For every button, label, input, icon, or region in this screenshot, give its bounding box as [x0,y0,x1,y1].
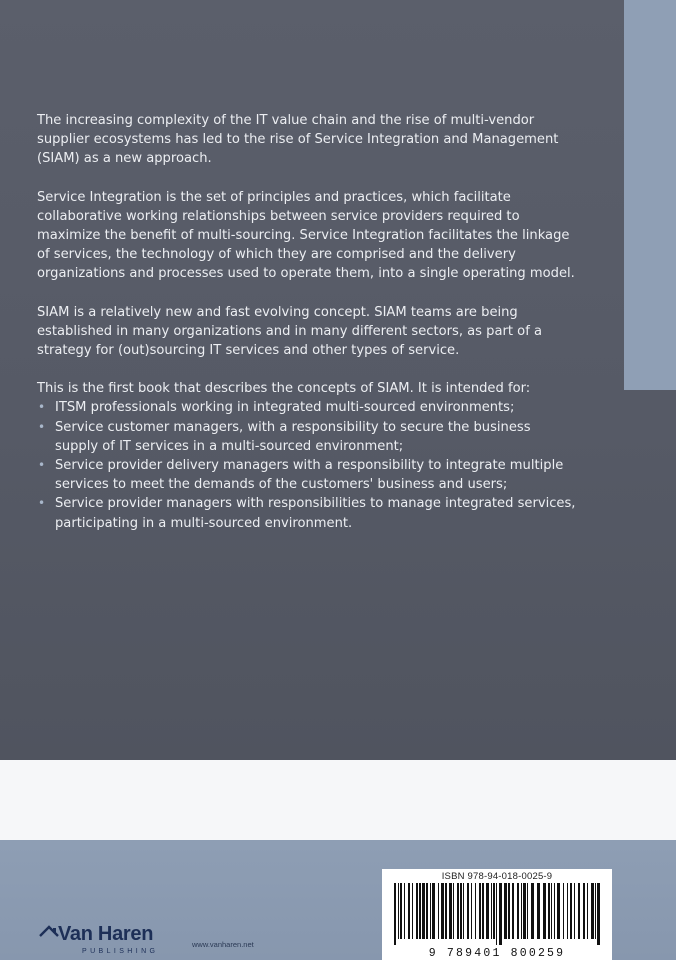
barcode-bar [548,883,550,939]
list-item-text: Service customer managers, with a responsibility to secure the business supply of IT services in a multi-sourced environment; [55,419,531,454]
barcode-bar [491,883,492,939]
barcode-bar [587,883,588,939]
barcode-bar [394,883,396,945]
barcode-bar [578,883,580,939]
barcode-bar [479,883,481,939]
barcode-bar [517,883,519,939]
barcode-bar [460,883,462,939]
barcode-bar [551,883,552,939]
barcode-bar [508,883,510,939]
barcode-bar [412,883,413,939]
barcode-bar [453,883,454,939]
barcode-bar [438,883,439,939]
blurb-paragraph-audience: This is the first book that describes the concepts of SIAM. It is intended for: [37,381,531,397]
barcode-bar [467,883,469,939]
barcode-bar [567,883,568,939]
spine-accent-strip [624,0,676,390]
blurb-paragraph-concept: SIAM is a relatively new and fast evolving concept. SIAM teams are being established in many organizations and in many different sectors, as part of a strategy for (out)sourcing IT services and other types of service. [37,304,542,359]
barcode-bar [449,883,452,939]
barcode-bar [504,883,507,939]
blurb-paragraph-definition: Service Integration is the set of principles and practices, which facilitate collaborative working relationships between service providers required to maximize the benefit of multi-sourcing. Service Integration facilitates the linkage of services, the technology of which they are comprised and the delivery organizations and processes used to operate them, into a single operating model. [37,189,575,282]
barcode-bar [432,883,435,939]
barcode-bar [408,883,410,939]
barcode-bar [482,883,484,939]
list-item [37,494,577,532]
blurb-paragraph-intro: The increasing complexity of the IT value chain and the rise of multi-vendor supplier ecosystems has led to the rise of Service Integration and Management (SIAM) as a new approach. [37,113,559,167]
barcode-bar [430,883,431,939]
barcode-bar [445,883,447,939]
house-logo-icon [38,923,60,953]
bullet-icon: • [38,496,46,511]
barcode-bar [400,883,402,939]
barcode-bar [512,883,514,939]
bullet-icon: • [38,458,46,473]
barcode-bar [557,883,560,939]
bullet-icon: • [38,400,46,415]
bullet-icon: • [38,419,46,434]
barcode-bar [531,883,534,939]
barcode-bar [422,883,425,939]
list-item [37,398,577,417]
barcode-bar [523,883,526,939]
list-item-text: Service provider managers with responsibilities to manage integrated services, participating in a multi-sourced environment. [55,496,576,531]
barcode-bar [496,883,497,945]
barcode-bar [475,883,476,939]
barcode-bar [521,883,522,939]
barcode-label [382,869,612,960]
barcode-bar [563,883,564,939]
publisher-website: www.vanharen.net [192,940,254,949]
isbn-number: ISBN 978-94-018-0025-9 [441,871,553,882]
barcode-icon [382,883,612,960]
barcode-bar [543,883,546,939]
barcode-bar [583,883,585,939]
barcode-bar [457,883,459,939]
barcode-bar [398,883,399,939]
barcode-bar [471,883,472,939]
barcode-bar [595,883,596,939]
barcode-bar [404,883,405,939]
list-item-text: Service provider delivery managers with a responsibility to integrate multiple services to meet the demands of the customers' business and users; [55,458,564,493]
barcode-digits: 9 789401 800259 [428,947,566,960]
barcode-bar [419,883,421,939]
barcode-bar [554,883,555,939]
blurb-text [37,111,577,533]
barcode-bar [537,883,540,939]
barcode-bar [591,883,594,939]
barcode-bar [416,883,418,939]
audience-list [37,398,577,532]
list-item [37,456,577,494]
barcode-bar [493,883,495,939]
barcode-bar [527,883,528,939]
publisher-logo [38,923,188,960]
barcode-bar [499,883,502,945]
barcode-bar [486,883,489,939]
barcode-bar [570,883,572,939]
white-band [0,760,676,840]
publisher-name: Van Haren [58,923,154,945]
list-item [37,418,577,456]
barcode-bar [574,883,575,939]
publisher-tagline: PUBLISHING [82,948,159,955]
barcode-bar [463,883,464,939]
list-item-text: ITSM professionals working in integrated multi-sourced environments; [55,400,515,416]
barcode-bar [441,883,444,939]
barcode-bar [426,883,428,939]
barcode-bar [597,883,600,945]
